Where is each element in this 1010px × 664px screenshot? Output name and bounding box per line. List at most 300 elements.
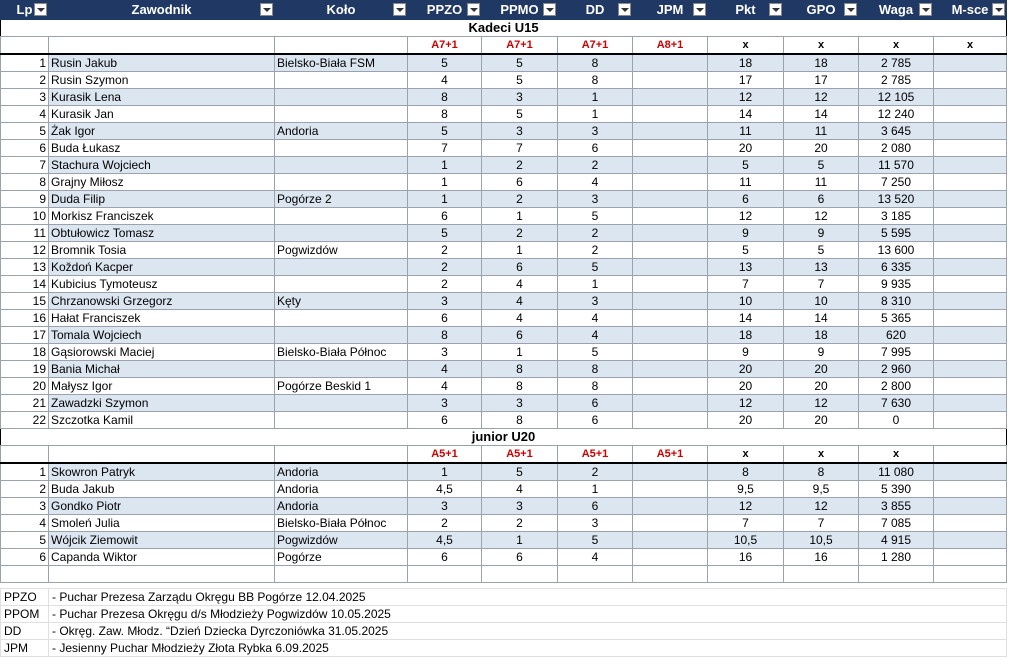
gpo-cell[interactable]: 12 [784, 89, 859, 106]
ppzo-cell[interactable]: 4 [408, 378, 482, 395]
lp-cell[interactable]: 18 [1, 344, 49, 361]
place-cell[interactable] [934, 123, 1007, 140]
dd-cell[interactable]: 8 [558, 378, 633, 395]
club-cell[interactable]: Bielsko-Biała FSM [275, 54, 408, 72]
ppmo-cell[interactable]: 6 [482, 259, 558, 276]
section-title[interactable]: Kadeci U15 [1, 20, 1007, 37]
pkt-cell[interactable]: 12 [708, 208, 784, 225]
ppzo-cell[interactable]: 1 [408, 157, 482, 174]
ppzo-cell[interactable]: 5 [408, 225, 482, 242]
jpm-cell[interactable] [633, 498, 708, 515]
lp-cell[interactable]: 10 [1, 208, 49, 225]
jpm-cell[interactable] [633, 481, 708, 498]
gpo-cell[interactable]: 14 [784, 310, 859, 327]
dd-cell[interactable]: 5 [558, 532, 633, 549]
gpo-cell[interactable]: 10 [784, 293, 859, 310]
name-cell[interactable]: Szczotka Kamil [49, 412, 275, 429]
jpm-cell[interactable] [633, 344, 708, 361]
name-cell[interactable]: Capanda Wiktor [49, 549, 275, 566]
dd-cell[interactable]: 5 [558, 344, 633, 361]
place-cell[interactable] [934, 395, 1007, 412]
club-cell[interactable]: Andoria [275, 481, 408, 498]
dd-cell[interactable]: 3 [558, 515, 633, 532]
ppmo-cell[interactable]: 3 [482, 123, 558, 140]
lp-cell[interactable]: 7 [1, 157, 49, 174]
name-cell[interactable]: Tomala Wojciech [49, 327, 275, 344]
column-header[interactable] [934, 1, 1007, 20]
ppzo-cell[interactable]: 5 [408, 54, 482, 72]
filter-dropdown-icon[interactable] [769, 3, 782, 16]
filter-dropdown-icon[interactable] [618, 3, 631, 16]
place-cell[interactable] [934, 463, 1007, 481]
gpo-cell[interactable]: 12 [784, 498, 859, 515]
pkt-cell[interactable]: 17 [708, 72, 784, 89]
cell[interactable] [408, 566, 482, 583]
ppzo-cell[interactable]: 6 [408, 412, 482, 429]
legend-abbr[interactable]: PPZO [1, 589, 49, 606]
pkt-cell[interactable]: 5 [708, 157, 784, 174]
name-cell[interactable]: Chrzanowski Grzegorz [49, 293, 275, 310]
waga-cell[interactable]: 2 080 [859, 140, 934, 157]
place-cell[interactable] [934, 276, 1007, 293]
waga-cell[interactable]: 11 570 [859, 157, 934, 174]
ppmo-cell[interactable]: 1 [482, 532, 558, 549]
jpm-cell[interactable] [633, 395, 708, 412]
lp-cell[interactable]: 1 [1, 463, 49, 481]
ppzo-cell[interactable]: 2 [408, 259, 482, 276]
ppzo-cell[interactable]: 3 [408, 293, 482, 310]
column-header[interactable] [275, 1, 408, 20]
name-cell[interactable]: Buda Jakub [49, 481, 275, 498]
waga-cell[interactable]: 12 240 [859, 106, 934, 123]
legend-description[interactable]: - Jesienny Puchar Młodzieży Złota Rybka 6.09.2025 [49, 640, 1007, 657]
name-cell[interactable]: Grajny Miłosz [49, 174, 275, 191]
ppmo-cell[interactable]: 8 [482, 378, 558, 395]
pkt-cell[interactable]: 20 [708, 361, 784, 378]
gpo-cell[interactable]: 10,5 [784, 532, 859, 549]
ppmo-cell[interactable]: 7 [482, 140, 558, 157]
dd-cell[interactable]: 2 [558, 225, 633, 242]
name-cell[interactable]: Bromnik Tosia [49, 242, 275, 259]
waga-cell[interactable]: 620 [859, 327, 934, 344]
gpo-cell[interactable]: 18 [784, 327, 859, 344]
format-cell[interactable]: x [708, 446, 784, 464]
place-cell[interactable] [934, 72, 1007, 89]
gpo-cell[interactable]: 20 [784, 140, 859, 157]
dd-cell[interactable]: 5 [558, 259, 633, 276]
ppmo-cell[interactable]: 8 [482, 361, 558, 378]
waga-cell[interactable]: 5 365 [859, 310, 934, 327]
waga-cell[interactable]: 3 855 [859, 498, 934, 515]
pkt-cell[interactable]: 9,5 [708, 481, 784, 498]
lp-cell[interactable]: 8 [1, 174, 49, 191]
jpm-cell[interactable] [633, 72, 708, 89]
lp-cell[interactable]: 16 [1, 310, 49, 327]
format-cell[interactable]: A5+1 [558, 446, 633, 464]
pkt-cell[interactable]: 7 [708, 276, 784, 293]
ppmo-cell[interactable]: 6 [482, 174, 558, 191]
waga-cell[interactable]: 2 960 [859, 361, 934, 378]
legend-abbr[interactable]: JPM [1, 640, 49, 657]
cell[interactable] [275, 566, 408, 583]
dd-cell[interactable]: 3 [558, 123, 633, 140]
ppmo-cell[interactable]: 6 [482, 549, 558, 566]
pkt-cell[interactable]: 9 [708, 225, 784, 242]
name-cell[interactable]: Koždoń Kacper [49, 259, 275, 276]
club-cell[interactable]: Pogórze 2 [275, 191, 408, 208]
jpm-cell[interactable] [633, 174, 708, 191]
format-cell[interactable] [934, 446, 1007, 464]
name-cell[interactable]: Bania Michał [49, 361, 275, 378]
dd-cell[interactable]: 8 [558, 72, 633, 89]
cell[interactable] [49, 566, 275, 583]
ppzo-cell[interactable]: 4 [408, 361, 482, 378]
cell[interactable] [859, 566, 934, 583]
pkt-cell[interactable]: 18 [708, 327, 784, 344]
format-cell[interactable]: x [859, 37, 934, 55]
place-cell[interactable] [934, 549, 1007, 566]
filter-dropdown-icon[interactable] [992, 3, 1005, 16]
gpo-cell[interactable]: 16 [784, 549, 859, 566]
jpm-cell[interactable] [633, 54, 708, 72]
jpm-cell[interactable] [633, 293, 708, 310]
gpo-cell[interactable]: 14 [784, 106, 859, 123]
format-cell[interactable]: x [784, 446, 859, 464]
place-cell[interactable] [934, 89, 1007, 106]
cell[interactable] [1, 566, 49, 583]
place-cell[interactable] [934, 310, 1007, 327]
lp-cell[interactable]: 3 [1, 89, 49, 106]
pkt-cell[interactable]: 11 [708, 174, 784, 191]
legend-description[interactable]: - Puchar Prezesa Zarządu Okręgu BB Pogórze 12.04.2025 [49, 589, 1007, 606]
lp-cell[interactable]: 2 [1, 72, 49, 89]
gpo-cell[interactable]: 7 [784, 276, 859, 293]
jpm-cell[interactable] [633, 327, 708, 344]
ppmo-cell[interactable]: 4 [482, 276, 558, 293]
cell[interactable] [49, 446, 275, 464]
jpm-cell[interactable] [633, 89, 708, 106]
name-cell[interactable]: Gondko Piotr [49, 498, 275, 515]
pkt-cell[interactable]: 12 [708, 395, 784, 412]
club-cell[interactable]: Andoria [275, 498, 408, 515]
place-cell[interactable] [934, 259, 1007, 276]
lp-cell[interactable]: 22 [1, 412, 49, 429]
club-cell[interactable] [275, 395, 408, 412]
pkt-cell[interactable]: 12 [708, 498, 784, 515]
ppzo-cell[interactable]: 8 [408, 89, 482, 106]
gpo-cell[interactable]: 8 [784, 463, 859, 481]
format-cell[interactable]: A5+1 [482, 446, 558, 464]
dd-cell[interactable]: 8 [558, 54, 633, 72]
name-cell[interactable]: Skowron Patryk [49, 463, 275, 481]
lp-cell[interactable]: 3 [1, 498, 49, 515]
pkt-cell[interactable]: 20 [708, 140, 784, 157]
name-cell[interactable]: Wójcik Ziemowit [49, 532, 275, 549]
gpo-cell[interactable]: 11 [784, 123, 859, 140]
lp-cell[interactable]: 6 [1, 549, 49, 566]
name-cell[interactable]: Obtułowicz Tomasz [49, 225, 275, 242]
ppmo-cell[interactable]: 2 [482, 515, 558, 532]
legend-description[interactable]: - Okręg. Zaw. Młodz. “Dzień Dziecka Dyrczoniówka 31.05.2025 [49, 623, 1007, 640]
gpo-cell[interactable]: 9,5 [784, 481, 859, 498]
ppzo-cell[interactable]: 2 [408, 515, 482, 532]
jpm-cell[interactable] [633, 276, 708, 293]
ppmo-cell[interactable]: 1 [482, 208, 558, 225]
column-header[interactable] [708, 1, 784, 20]
cell[interactable] [558, 566, 633, 583]
ppzo-cell[interactable]: 3 [408, 498, 482, 515]
ppzo-cell[interactable]: 5 [408, 123, 482, 140]
pkt-cell[interactable]: 12 [708, 89, 784, 106]
format-cell[interactable]: A7+1 [482, 37, 558, 55]
cell[interactable] [708, 566, 784, 583]
jpm-cell[interactable] [633, 157, 708, 174]
dd-cell[interactable]: 5 [558, 208, 633, 225]
jpm-cell[interactable] [633, 191, 708, 208]
gpo-cell[interactable]: 12 [784, 395, 859, 412]
name-cell[interactable]: Morkisz Franciszek [49, 208, 275, 225]
waga-cell[interactable]: 7 630 [859, 395, 934, 412]
ppmo-cell[interactable]: 8 [482, 412, 558, 429]
place-cell[interactable] [934, 191, 1007, 208]
waga-cell[interactable]: 5 390 [859, 481, 934, 498]
ppzo-cell[interactable]: 1 [408, 191, 482, 208]
lp-cell[interactable]: 13 [1, 259, 49, 276]
pkt-cell[interactable]: 10 [708, 293, 784, 310]
filter-dropdown-icon[interactable] [260, 3, 273, 16]
jpm-cell[interactable] [633, 208, 708, 225]
club-cell[interactable]: Andoria [275, 463, 408, 481]
place-cell[interactable] [934, 481, 1007, 498]
filter-dropdown-icon[interactable] [393, 3, 406, 16]
name-cell[interactable]: Kurasik Lena [49, 89, 275, 106]
club-cell[interactable] [275, 412, 408, 429]
club-cell[interactable]: Pogórze Beskid 1 [275, 378, 408, 395]
ppmo-cell[interactable]: 5 [482, 72, 558, 89]
place-cell[interactable] [934, 412, 1007, 429]
name-cell[interactable]: Kurasik Jan [49, 106, 275, 123]
place-cell[interactable] [934, 361, 1007, 378]
jpm-cell[interactable] [633, 310, 708, 327]
lp-cell[interactable]: 4 [1, 106, 49, 123]
dd-cell[interactable]: 4 [558, 549, 633, 566]
pkt-cell[interactable]: 6 [708, 191, 784, 208]
club-cell[interactable] [275, 174, 408, 191]
cell[interactable] [1, 37, 49, 55]
dd-cell[interactable]: 6 [558, 395, 633, 412]
jpm-cell[interactable] [633, 225, 708, 242]
cell[interactable] [784, 566, 859, 583]
lp-cell[interactable]: 20 [1, 378, 49, 395]
dd-cell[interactable]: 2 [558, 157, 633, 174]
dd-cell[interactable]: 1 [558, 481, 633, 498]
dd-cell[interactable]: 2 [558, 463, 633, 481]
waga-cell[interactable]: 1 280 [859, 549, 934, 566]
pkt-cell[interactable]: 11 [708, 123, 784, 140]
column-header[interactable] [49, 1, 275, 20]
ppmo-cell[interactable]: 5 [482, 54, 558, 72]
club-cell[interactable] [275, 140, 408, 157]
pkt-cell[interactable]: 10,5 [708, 532, 784, 549]
column-header[interactable] [633, 1, 708, 20]
club-cell[interactable] [275, 259, 408, 276]
dd-cell[interactable]: 8 [558, 361, 633, 378]
format-cell[interactable]: A8+1 [633, 37, 708, 55]
club-cell[interactable]: Pogwizdów [275, 242, 408, 259]
pkt-cell[interactable]: 16 [708, 549, 784, 566]
club-cell[interactable]: Pogórze [275, 549, 408, 566]
dd-cell[interactable]: 1 [558, 276, 633, 293]
ppzo-cell[interactable]: 8 [408, 327, 482, 344]
cell[interactable] [482, 566, 558, 583]
format-cell[interactable]: x [784, 37, 859, 55]
lp-cell[interactable]: 5 [1, 532, 49, 549]
ppzo-cell[interactable]: 6 [408, 208, 482, 225]
pkt-cell[interactable]: 5 [708, 242, 784, 259]
place-cell[interactable] [934, 532, 1007, 549]
ppmo-cell[interactable]: 2 [482, 225, 558, 242]
ppzo-cell[interactable]: 3 [408, 395, 482, 412]
pkt-cell[interactable]: 9 [708, 344, 784, 361]
place-cell[interactable] [934, 208, 1007, 225]
cell[interactable] [275, 446, 408, 464]
ppmo-cell[interactable]: 3 [482, 395, 558, 412]
lp-cell[interactable]: 9 [1, 191, 49, 208]
place-cell[interactable] [934, 378, 1007, 395]
club-cell[interactable]: Andoria [275, 123, 408, 140]
club-cell[interactable]: Kęty [275, 293, 408, 310]
waga-cell[interactable]: 3 645 [859, 123, 934, 140]
place-cell[interactable] [934, 106, 1007, 123]
place-cell[interactable] [934, 293, 1007, 310]
ppzo-cell[interactable]: 4,5 [408, 481, 482, 498]
ppmo-cell[interactable]: 5 [482, 463, 558, 481]
cell[interactable] [1, 446, 49, 464]
jpm-cell[interactable] [633, 123, 708, 140]
filter-dropdown-icon[interactable] [693, 3, 706, 16]
jpm-cell[interactable] [633, 549, 708, 566]
jpm-cell[interactable] [633, 463, 708, 481]
lp-cell[interactable]: 1 [1, 54, 49, 72]
place-cell[interactable] [934, 225, 1007, 242]
cell[interactable] [633, 566, 708, 583]
ppzo-cell[interactable]: 2 [408, 276, 482, 293]
ppzo-cell[interactable]: 4 [408, 72, 482, 89]
lp-cell[interactable]: 4 [1, 515, 49, 532]
place-cell[interactable] [934, 344, 1007, 361]
club-cell[interactable] [275, 106, 408, 123]
dd-cell[interactable]: 2 [558, 242, 633, 259]
name-cell[interactable]: Smoleń Julia [49, 515, 275, 532]
lp-cell[interactable]: 15 [1, 293, 49, 310]
ppmo-cell[interactable]: 2 [482, 157, 558, 174]
club-cell[interactable] [275, 327, 408, 344]
jpm-cell[interactable] [633, 106, 708, 123]
waga-cell[interactable]: 2 785 [859, 72, 934, 89]
waga-cell[interactable]: 6 335 [859, 259, 934, 276]
lp-cell[interactable]: 21 [1, 395, 49, 412]
name-cell[interactable]: Rusin Szymon [49, 72, 275, 89]
lp-cell[interactable]: 6 [1, 140, 49, 157]
place-cell[interactable] [934, 515, 1007, 532]
dd-cell[interactable]: 1 [558, 106, 633, 123]
name-cell[interactable]: Stachura Wojciech [49, 157, 275, 174]
club-cell[interactable] [275, 208, 408, 225]
pkt-cell[interactable]: 14 [708, 310, 784, 327]
ppzo-cell[interactable]: 6 [408, 310, 482, 327]
waga-cell[interactable]: 5 595 [859, 225, 934, 242]
waga-cell[interactable]: 3 185 [859, 208, 934, 225]
cell[interactable] [49, 37, 275, 55]
ppmo-cell[interactable]: 1 [482, 344, 558, 361]
section-title[interactable]: junior U20 [1, 429, 1007, 446]
waga-cell[interactable]: 8 310 [859, 293, 934, 310]
club-cell[interactable] [275, 361, 408, 378]
jpm-cell[interactable] [633, 259, 708, 276]
ppmo-cell[interactable]: 3 [482, 498, 558, 515]
ppmo-cell[interactable]: 4 [482, 481, 558, 498]
name-cell[interactable]: Duda Filip [49, 191, 275, 208]
dd-cell[interactable]: 4 [558, 327, 633, 344]
waga-cell[interactable]: 12 105 [859, 89, 934, 106]
filter-dropdown-icon[interactable] [919, 3, 932, 16]
dd-cell[interactable]: 6 [558, 140, 633, 157]
column-header[interactable] [482, 1, 558, 20]
column-header[interactable] [859, 1, 934, 20]
pkt-cell[interactable]: 7 [708, 515, 784, 532]
ppzo-cell[interactable]: 7 [408, 140, 482, 157]
waga-cell[interactable]: 13 520 [859, 191, 934, 208]
cell[interactable] [275, 37, 408, 55]
place-cell[interactable] [934, 140, 1007, 157]
jpm-cell[interactable] [633, 412, 708, 429]
gpo-cell[interactable]: 5 [784, 157, 859, 174]
gpo-cell[interactable]: 17 [784, 72, 859, 89]
name-cell[interactable]: Małysz Igor [49, 378, 275, 395]
gpo-cell[interactable]: 12 [784, 208, 859, 225]
waga-cell[interactable]: 7 995 [859, 344, 934, 361]
ppmo-cell[interactable]: 4 [482, 310, 558, 327]
pkt-cell[interactable]: 20 [708, 412, 784, 429]
format-cell[interactable]: A5+1 [408, 446, 482, 464]
waga-cell[interactable]: 2 785 [859, 54, 934, 72]
legend-abbr[interactable]: DD [1, 623, 49, 640]
format-cell[interactable]: x [859, 446, 934, 464]
club-cell[interactable] [275, 276, 408, 293]
waga-cell[interactable]: 7 085 [859, 515, 934, 532]
club-cell[interactable] [275, 225, 408, 242]
name-cell[interactable]: Gąsiorowski Maciej [49, 344, 275, 361]
ppzo-cell[interactable]: 4,5 [408, 532, 482, 549]
gpo-cell[interactable]: 7 [784, 515, 859, 532]
filter-dropdown-icon[interactable] [844, 3, 857, 16]
pkt-cell[interactable]: 13 [708, 259, 784, 276]
club-cell[interactable] [275, 72, 408, 89]
format-cell[interactable]: A7+1 [558, 37, 633, 55]
legend-abbr[interactable]: PPOM [1, 606, 49, 623]
club-cell[interactable]: Pogwizdów [275, 532, 408, 549]
ppmo-cell[interactable]: 3 [482, 89, 558, 106]
place-cell[interactable] [934, 498, 1007, 515]
jpm-cell[interactable] [633, 378, 708, 395]
waga-cell[interactable]: 11 080 [859, 463, 934, 481]
ppmo-cell[interactable]: 5 [482, 106, 558, 123]
gpo-cell[interactable]: 18 [784, 54, 859, 72]
format-cell[interactable]: x [708, 37, 784, 55]
waga-cell[interactable]: 2 800 [859, 378, 934, 395]
lp-cell[interactable]: 5 [1, 123, 49, 140]
format-cell[interactable]: A7+1 [408, 37, 482, 55]
